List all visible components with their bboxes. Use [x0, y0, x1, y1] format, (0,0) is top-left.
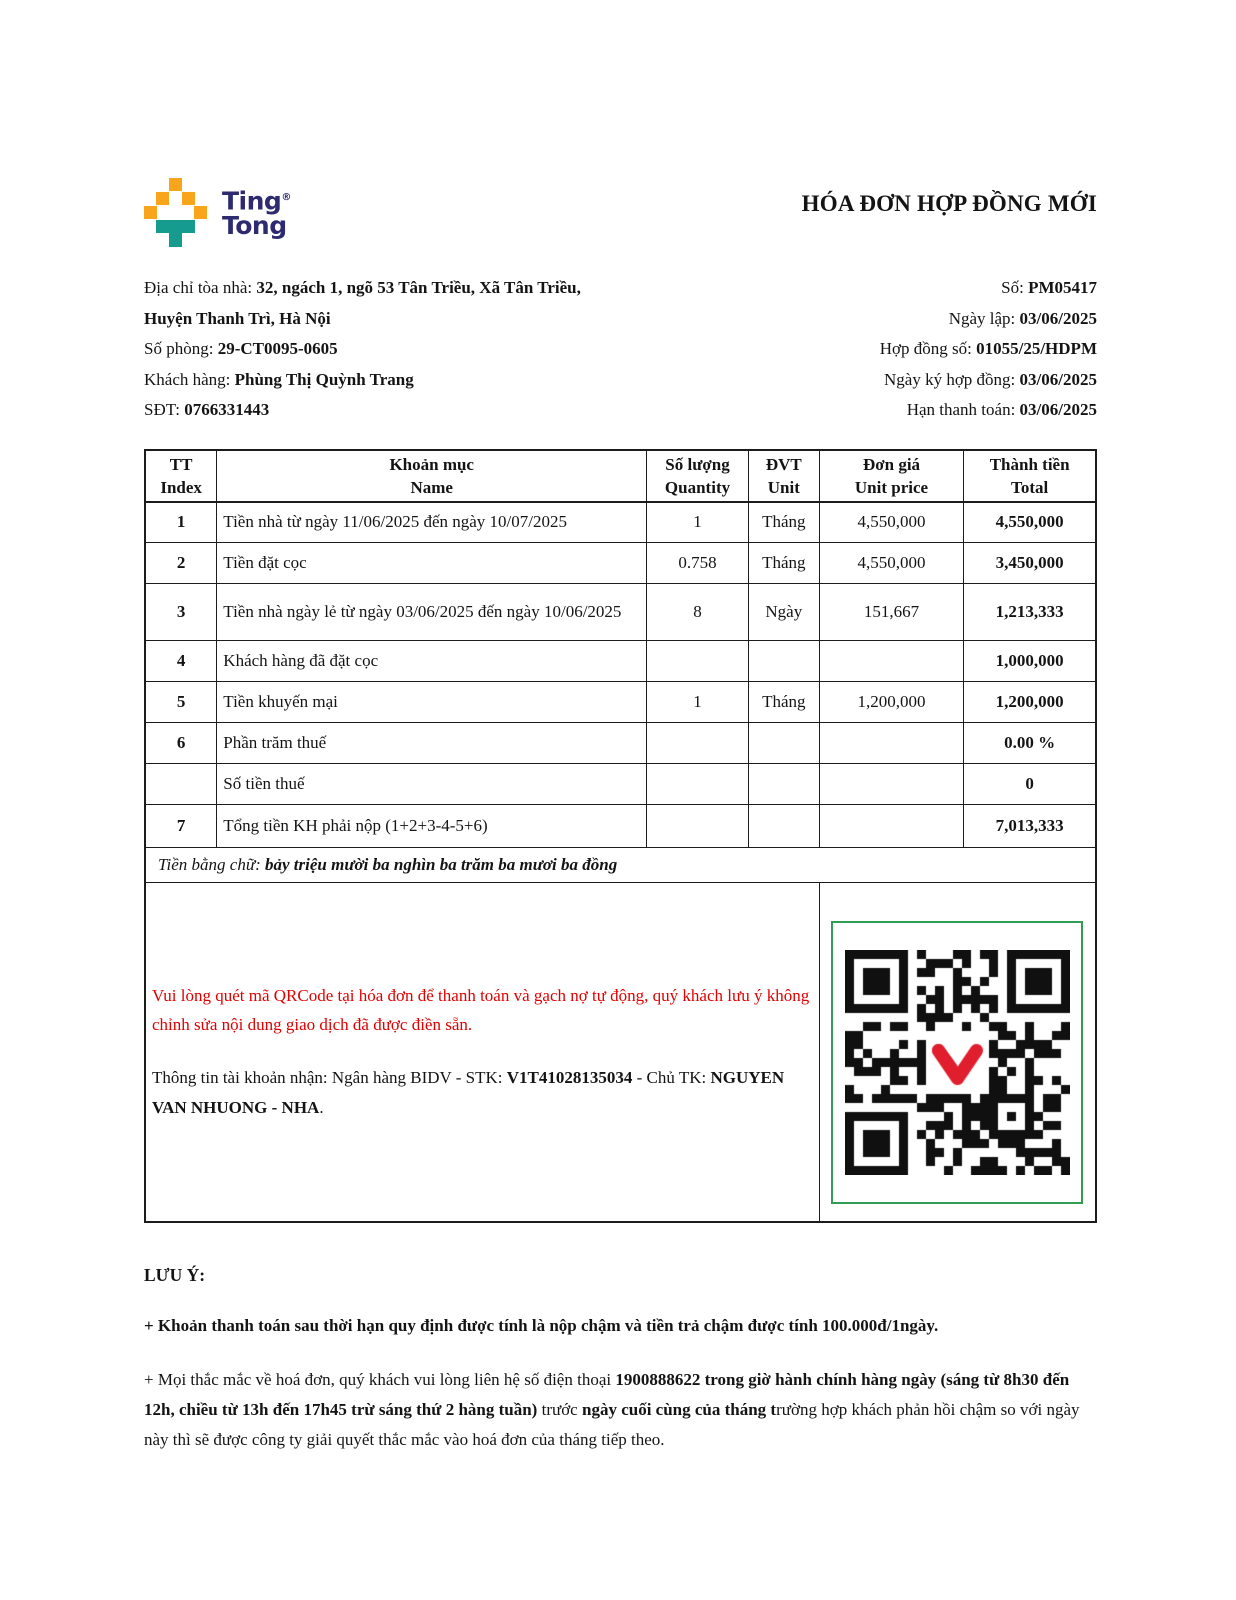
contract-number-line: Hợp đồng số: 01055/25/HDPM [879, 339, 1097, 358]
cell-unit: Tháng [748, 543, 819, 584]
issue-date-line: Ngày lập: 03/06/2025 [948, 308, 1097, 328]
table-row [145, 682, 1096, 723]
cell-name: Số tiền thuế [217, 764, 647, 805]
cell-index [145, 764, 217, 805]
cell-unit [748, 764, 819, 805]
amount-in-words: Tiền bằng chữ: bảy triệu mười ba nghìn ba trăm ba mươi ba đồng [145, 848, 1096, 883]
cell-name: Phần trăm thuế [217, 723, 647, 764]
qr-warning-text: Vui lòng quét mã QRCode tại hóa đơn để thanh toán và gạch nợ tự động, quý khách lưu ý không chỉnh sửa nội dung giao dịch đã được điền sẵn. [152, 985, 810, 1034]
cell-quantity: 0.758 [647, 543, 749, 584]
notes-section [144, 1265, 1097, 1455]
invoice-meta [144, 273, 1097, 426]
qr-code-cell [819, 883, 1096, 1222]
contract-sign-date-line: Ngày ký hợp đồng: 03/06/2025 [884, 369, 1097, 389]
col-header-index: TT Index [145, 450, 217, 502]
cell-quantity [647, 805, 749, 848]
tingtong-logo-icon [144, 178, 208, 248]
col-header-unit: ĐVT Unit [748, 450, 819, 502]
cell-unit: Ngày [748, 584, 819, 641]
cell-index: 6 [145, 723, 217, 764]
cell-index: 7 [145, 805, 217, 848]
cell-unit-price [819, 641, 964, 682]
cell-quantity: 1 [647, 502, 749, 543]
qr-code-canvas [845, 950, 1070, 1175]
meta-right-column [687, 273, 1097, 426]
cell-unit [748, 641, 819, 682]
invoice-number-line: Số: PM05417 [1001, 278, 1097, 297]
table-row-grand-total [145, 805, 1096, 848]
notes-title: LƯU Ý: [144, 1264, 206, 1285]
cell-total: 1,200,000 [964, 682, 1096, 723]
table-row [145, 723, 1096, 764]
cell-total: 4,550,000 [964, 502, 1096, 543]
cell-index: 5 [145, 682, 217, 723]
cell-unit: Tháng [748, 682, 819, 723]
cell-unit-price: 151,667 [819, 584, 964, 641]
amount-in-words-row [145, 848, 1096, 883]
col-header-quantity: Số lượng Quantity [647, 450, 749, 502]
hotline-note: + Mọi thắc mắc về hoá đơn, quý khách vui lòng liên hệ số điện thoại 1900888622 trong giờ hành chính hàng ngày (sáng từ 8h30 đến 12h, chiều từ 13h đến 17h45 trừ sáng thứ 2 hàng tuần) trước ngày cuối cùng của tháng trường hợp khách phản hồi chậm so với ngày này thì sẽ được công ty giải quyết thắc mắc vào hoá đơn của tháng tiếp theo. [144, 1369, 1080, 1449]
cell-name: Tiền đặt cọc [217, 543, 647, 584]
payment-qr-row [145, 883, 1096, 1222]
cell-name: Khách hàng đã đặt cọc [217, 641, 647, 682]
cell-total: 1,000,000 [964, 641, 1096, 682]
cell-total: 0.00 % [964, 723, 1096, 764]
cell-unit: Tháng [748, 502, 819, 543]
building-address-line1: Địa chỉ tòa nhà: 32, ngách 1, ngõ 53 Tân Triều, Xã Tân Triều, [144, 278, 581, 297]
table-row [145, 584, 1096, 641]
meta-left-column [144, 273, 687, 426]
cell-quantity [647, 764, 749, 805]
cell-index: 4 [145, 641, 217, 682]
cell-unit-price [819, 764, 964, 805]
cell-index: 1 [145, 502, 217, 543]
account-info: Thông tin tài khoản nhận: Ngân hàng BIDV - STK: V1T41028135034 - Chủ TK: NGUYEN VAN NHUONG - NHA. [152, 1067, 785, 1117]
table-header-row [145, 450, 1096, 502]
payment-due-date-line: Hạn thanh toán: 03/06/2025 [906, 400, 1097, 419]
payment-instructions-cell [145, 883, 819, 1222]
cell-name: Tiền nhà từ ngày 11/06/2025 đến ngày 10/07/2025 [217, 502, 647, 543]
col-header-name: Khoản mục Name [217, 450, 647, 502]
cell-name: Tiền khuyến mại [217, 682, 647, 723]
hotline-number: 1900888622 trong giờ hành chính hàng ngày (sáng từ 8h30 đến 12h, chiều từ 13h đến 17h45 trừ sáng thứ 2 hàng tuần) [144, 1369, 1070, 1419]
cell-unit-price: 4,550,000 [819, 543, 964, 584]
cell-index: 2 [145, 543, 217, 584]
cell-unit [748, 805, 819, 848]
cell-quantity [647, 641, 749, 682]
registered-mark-icon: ® [281, 192, 292, 203]
cell-total: 1,213,333 [964, 584, 1096, 641]
brand-wordmark [222, 185, 292, 241]
cell-quantity: 8 [647, 584, 749, 641]
late-payment-note: + Khoản thanh toán sau thời hạn quy định được tính là nộp chậm và tiền trả chậm được tính 100.000đ/1ngày. [144, 1315, 939, 1335]
col-header-total: Thành tiền Total [964, 450, 1096, 502]
table-row [145, 764, 1096, 805]
account-holder: NGUYEN VAN NHUONG - NHA [152, 1067, 785, 1117]
building-address-line2: Huyện Thanh Trì, Hà Nội [144, 308, 331, 328]
cell-unit-price [819, 723, 964, 764]
cell-total: 0 [964, 764, 1096, 805]
table-row [145, 502, 1096, 543]
invoice-table [144, 449, 1097, 1223]
cell-index: 3 [145, 584, 217, 641]
table-row [145, 641, 1096, 682]
cell-name: Tổng tiền KH phải nộp (1+2+3-4-5+6) [217, 805, 647, 848]
table-row [145, 543, 1096, 584]
cell-unit-price: 4,550,000 [819, 502, 964, 543]
brand-name-line2: Tong [222, 211, 287, 241]
col-header-unit-price: Đơn giá Unit price [819, 450, 964, 502]
cell-name: Tiền nhà ngày lẻ từ ngày 03/06/2025 đến ngày 10/06/2025 [217, 584, 647, 641]
page-title: HÓA ĐƠN HỢP ĐỒNG MỚI [801, 191, 1097, 216]
cell-total: 3,450,000 [964, 543, 1096, 584]
vietqr-code [831, 921, 1083, 1204]
customer-phone-line: SĐT: 0766331443 [144, 400, 270, 419]
cell-quantity: 1 [647, 682, 749, 723]
customer-name-line: Khách hàng: Phùng Thị Quỳnh Trang [144, 369, 414, 389]
cell-quantity [647, 723, 749, 764]
cell-total: 7,013,333 [964, 805, 1096, 848]
cell-unit-price: 1,200,000 [819, 682, 964, 723]
cell-unit [748, 723, 819, 764]
room-number-line: Số phòng: 29-CT0095-0605 [144, 339, 338, 358]
brand-name-line1: Ting [222, 186, 282, 216]
account-number: V1T41028135034 [506, 1067, 633, 1087]
invoice-header [144, 178, 1097, 248]
cell-unit-price [819, 805, 964, 848]
brand-logo [144, 178, 291, 248]
